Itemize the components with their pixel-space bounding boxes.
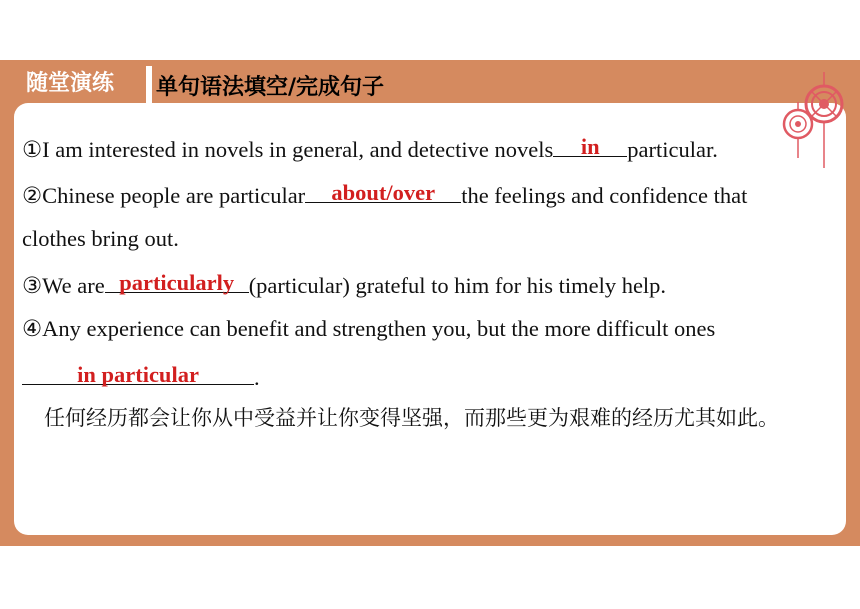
question-1-text: ①I am interested in novels in general, and detective novels <box>22 137 554 162</box>
question-2 <box>22 180 747 209</box>
question-4-ending: . <box>254 365 260 390</box>
tag-divider <box>146 66 152 104</box>
section-tag: 随堂演练 <box>16 66 140 102</box>
answer-1: in <box>580 134 600 159</box>
section-title: 单句语法填空/完成句子 <box>156 75 385 100</box>
question-1-ending: particular. <box>627 137 718 162</box>
answer-blank-2 <box>305 180 461 203</box>
answer-blank-1 <box>553 134 627 157</box>
chinese-knot-lanterns-icon <box>782 72 848 172</box>
question-4-translation: 任何经历都会让你从中受益并让你变得坚强，而那些更为艰难的经历尤其如此。 <box>44 406 779 430</box>
answer-2: about/over <box>331 180 436 205</box>
answer-3: particularly <box>119 270 235 295</box>
answer-4: in particular <box>77 362 199 387</box>
answer-blank-4 <box>22 362 254 385</box>
question-4-blank-line <box>22 362 260 391</box>
question-4: ④Any experience can benefit and strengthen you, but the more difficult ones <box>22 316 716 341</box>
question-2-ending: the feelings and confidence that <box>461 183 748 208</box>
question-2-text: ②Chinese people are particular <box>22 183 306 208</box>
answer-blank-3 <box>105 270 249 293</box>
question-2-continuation: clothes bring out. <box>22 226 179 251</box>
question-1 <box>22 134 718 163</box>
question-3-ending: (particular) grateful to him for his timely help. <box>248 273 667 298</box>
question-3-text: ③We are <box>22 273 105 298</box>
question-3 <box>22 270 666 299</box>
